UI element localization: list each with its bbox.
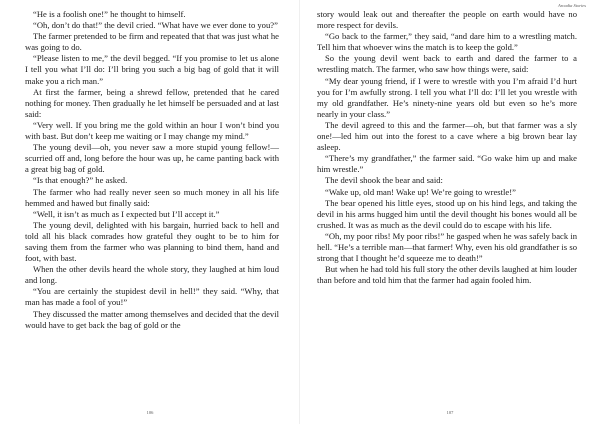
paragraph: The farmer who had really never seen so much money in all his life hemmed and hawed but finally said: <box>25 186 279 208</box>
paragraph: “Please listen to me,” the devil begged. “If you promise to let us alone I tell you what I’ll do: I’ll bring you such a big bag of gold that it will make you a rich man.” <box>25 53 279 86</box>
paragraph: When the other devils heard the whole story, they laughed at him loud and long. <box>25 264 279 286</box>
paragraph: The bear opened his little eyes, stood up on his hind legs, and taking the devil in his arms hugged him until the devil thought his bones would all be crushed. It was as much as the devil could do to escape with his life. <box>317 197 577 230</box>
right-page <box>300 0 600 424</box>
paragraph: The young devil, delighted with his bargain, hurried back to hell and told all his black comrades how grateful they ought to be to him for saving them from the farmer who was planning to bind them, hand and foot, with bast. <box>25 219 279 264</box>
running-head: Arcadia Stories <box>558 3 586 8</box>
paragraph: “You are certainly the stupidest devil in hell!” they said. “Why, that man has made a fool of you!” <box>25 286 279 308</box>
paragraph: “My dear young friend, if I were to wrestle with you I’m afraid I’d hurt you for I’m awfully strong. I tell you what I’ll do: I’ll let you wrestle with my old grandfather. He’s ninety-nine years old but even so he’s more nearly in your class.” <box>317 75 577 119</box>
page-number: 107 <box>446 410 454 415</box>
paragraph: story would leak out and thereafter the people on earth would have no more respect for devils. <box>317 9 577 31</box>
paragraph: “There’s my grandfather,” the farmer said. “Go wake him up and make him wrestle.” <box>317 153 577 175</box>
left-page-text <box>25 9 279 331</box>
paragraph: “Is that enough?” he asked. <box>33 175 128 186</box>
paragraph: “Oh, don’t do that!” the devil cried. “What have we ever done to you?” <box>33 20 278 31</box>
paragraph: They discussed the matter among themselves and decided that the devil would have to get back the bag of gold or the <box>25 308 279 330</box>
paragraph: “Go back to the farmer,” they said, “and dare him to a wrestling match. Tell him that whoever wins the match is to keep the gold.” <box>317 31 577 53</box>
paragraph: “Wake up, old man! Wake up! We’re going to wrestle!” <box>325 186 516 197</box>
paragraph: So the young devil went back to earth and dared the farmer to a wrestling match. The farmer, who saw how things were, said: <box>317 53 577 75</box>
paragraph: The young devil—oh, you never saw a more stupid young fellow!—scurried off and, long before the hour was up, he came panting back with a great big bag of gold. <box>25 142 279 175</box>
right-page-text <box>317 9 577 286</box>
page-number: 106 <box>146 410 154 415</box>
paragraph: The farmer pretended to be firm and repeated that that was just what he was going to do. <box>25 31 279 53</box>
paragraph: “He is a foolish one!” he thought to himself. <box>33 9 186 19</box>
paragraph: “Very well. If you bring me the gold within an hour I won’t bind you with bast. But don’t keep me waiting or I may change my mind.” <box>25 119 279 142</box>
paragraph: But when he had told his full story the other devils laughed at him louder than before and told him that the farmer had again fooled him. <box>317 264 577 286</box>
paragraph: “Well, it isn’t as much as I expected but I’ll accept it.” <box>33 208 220 219</box>
paragraph: “Oh, my poor ribs! My poor ribs!” he gasped when he was safely back in hell. “He’s a terrible man—that farmer! Why, even his old grandfather is so strong that I thought he’d squeeze me to death!” <box>317 230 577 264</box>
paragraph: At first the farmer, being a shrewd fellow, pretended that he cared nothing for money. Then gradually he let himself be persuaded and at last said: <box>25 86 279 119</box>
paragraph: The devil shook the bear and said: <box>325 175 443 186</box>
paragraph: The devil agreed to this and the farmer—oh, but that farmer was a sly one!—led him out into the forest to a cave where a big brown bear lay asleep. <box>317 119 577 153</box>
